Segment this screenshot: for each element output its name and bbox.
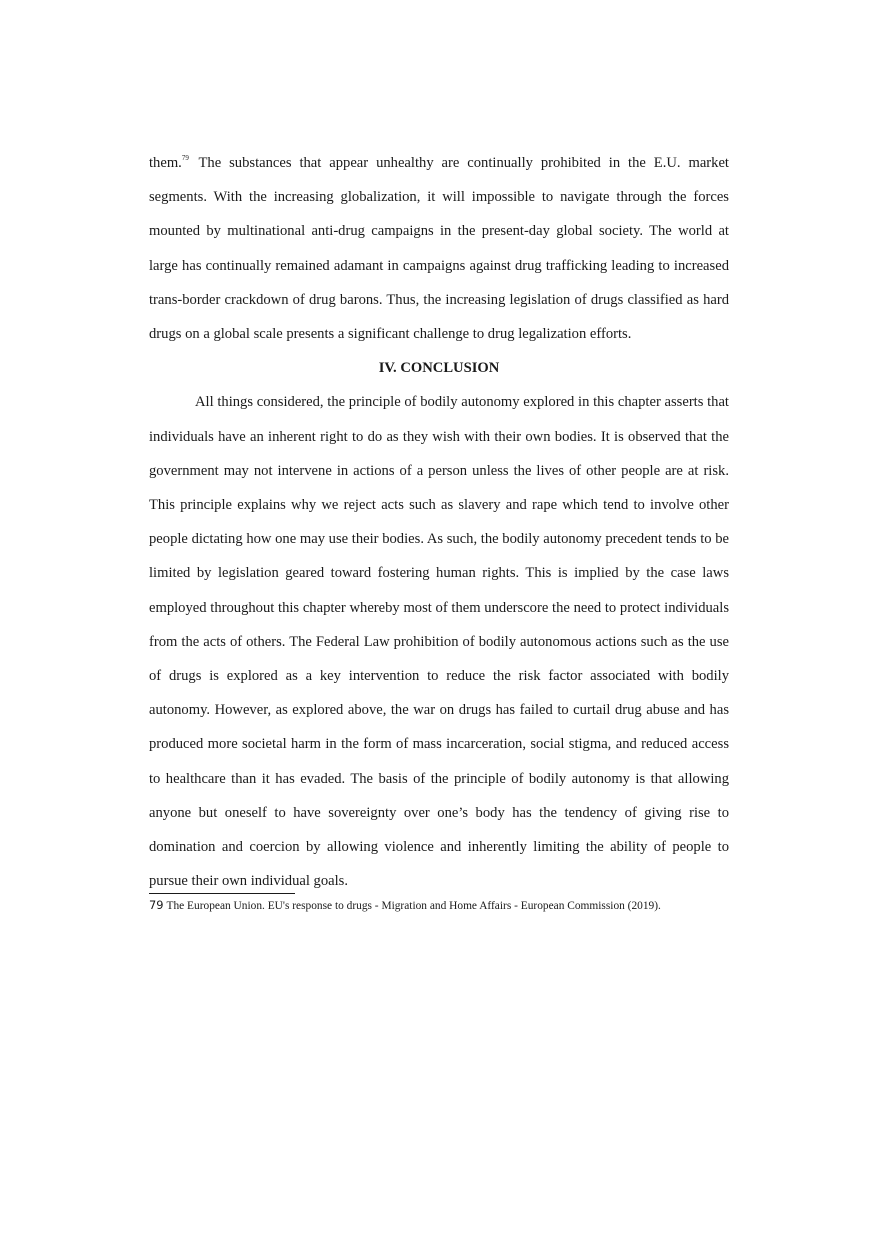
- footnote-number: 79: [149, 898, 164, 913]
- body-paragraph-1: [149, 146, 729, 351]
- body-paragraph-2: All things considered, the principle of bodily autonomy explored in this chapter asserts that individuals have an inherent right to do as they wish with their own bodies. It is observed that the government may not intervene in actions of a person unless the lives of other people are at risk. This principle explains why we reject acts such as slavery and rape which tend to involve other people dictating how one may use their bodies. As such, the bodily autonomy precedent tends to be limited by legislation geared toward fostering human rights. This is implied by the case laws employed throughout this chapter whereby most of them underscore the need to protect individuals from the acts of others. The Federal Law prohibition of bodily autonomous actions such as the use of drugs is explored as a key intervention to reduce the risk factor associated with bodily autonomy. However, as explored above, the war on drugs has failed to curtail drug abuse and has produced more societal harm in the form of mass incarceration, social stigma, and reduced access to healthcare than it has evaded. The basis of the principle of bodily autonomy is that allowing anyone but oneself to have sovereignty over one’s body has the tendency of giving rise to domination and coercion by allowing violence and inherently limiting the ability of people to pursue their own individual goals.: [149, 394, 729, 890]
- footnote: [149, 898, 729, 914]
- footnote-text: The European Union. EU's response to drugs - Migration and Home Affairs - European Commission (2019).: [166, 900, 661, 913]
- paragraph-lead: them.: [149, 155, 182, 171]
- section-heading: IV. CONCLUSION: [378, 360, 500, 377]
- paragraph-text: The substances that appear unhealthy are continually prohibited in the E.U. market segments. With the increasing globalization, it will impossible to navigate through the forces mounted by multinational anti-drug campaigns in the present-day global society. The world at large has continually remained adamant in campaigns against drug trafficking leading to increased trans-border crackdown of drug barons. Thus, the increasing legislation of drugs classified as hard drugs on a global scale presents a significant challenge to drug legalization efforts.: [149, 155, 729, 343]
- document-page: [149, 146, 729, 914]
- footnote-reference[interactable]: 79: [181, 154, 189, 163]
